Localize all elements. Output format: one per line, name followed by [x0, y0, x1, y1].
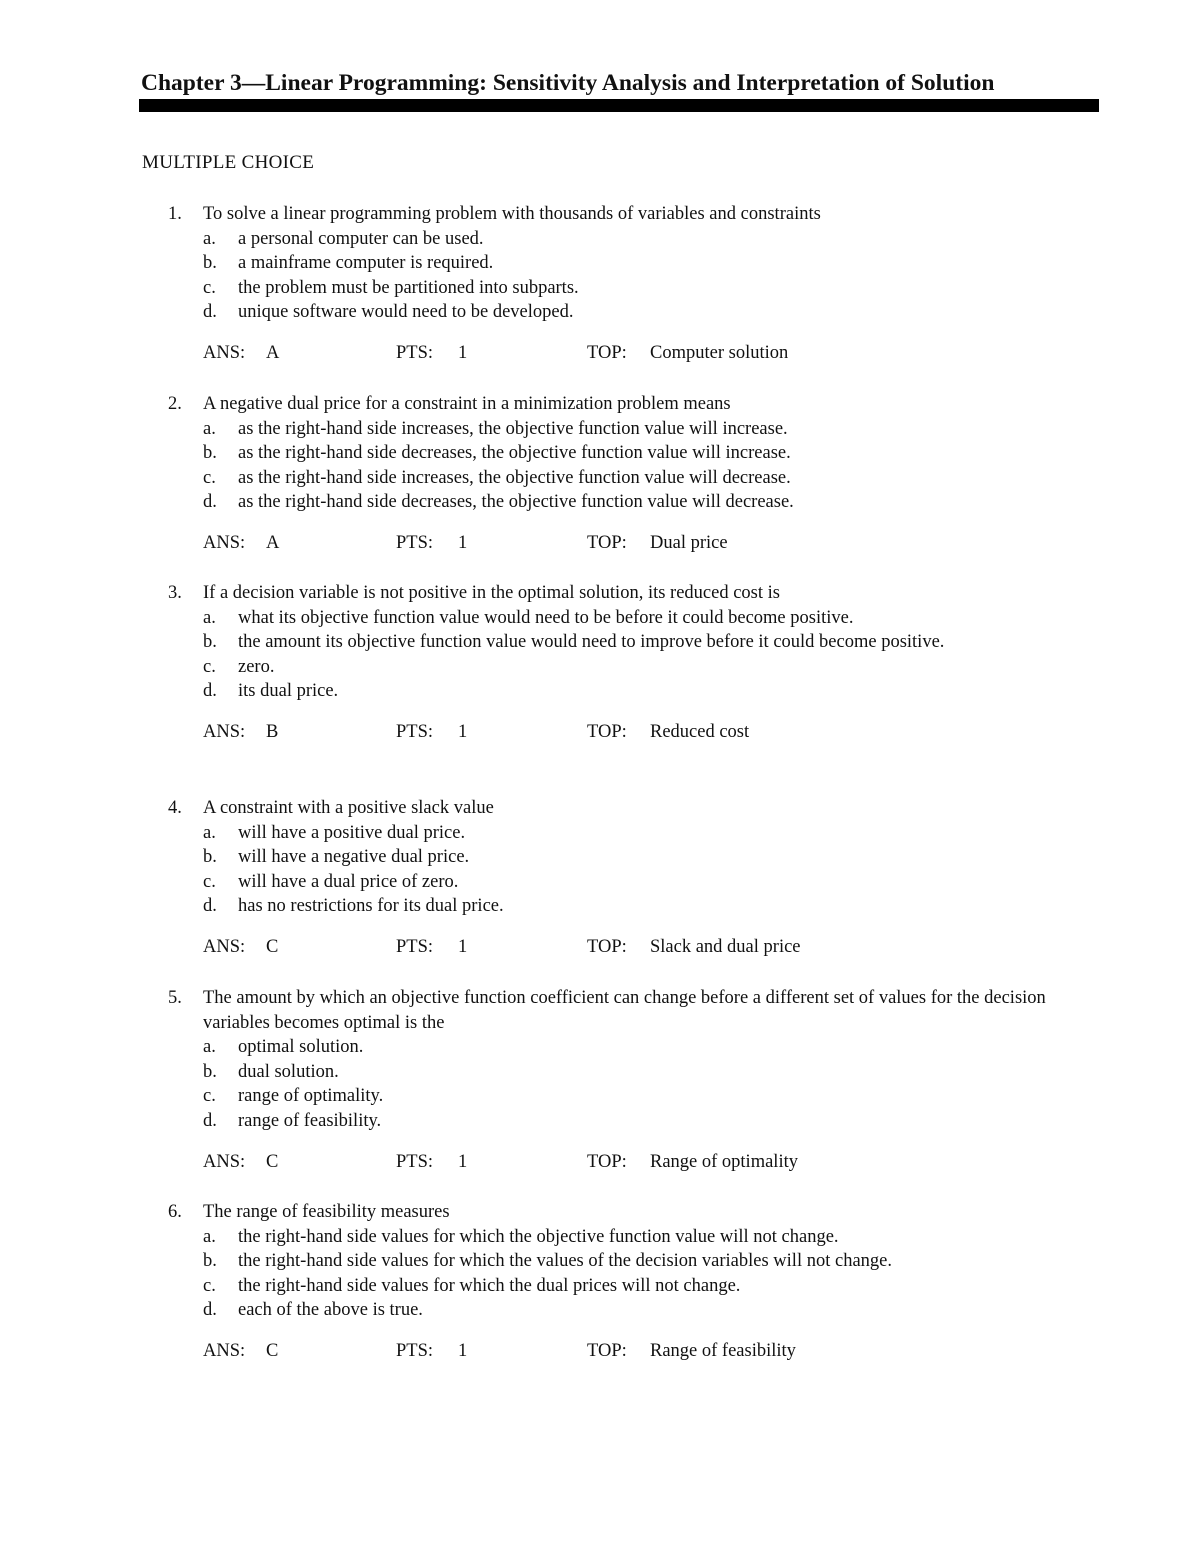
choice-letter: d. — [203, 1110, 217, 1131]
choice-text: each of the above is true. — [238, 1300, 423, 1321]
ans-label: ANS: — [203, 532, 246, 553]
answer-choice — [0, 606, 1200, 631]
choice-letter: c. — [203, 1275, 216, 1296]
section-heading: MULTIPLE CHOICE — [142, 152, 315, 173]
question-number: 6. — [168, 1202, 182, 1222]
answer-choice — [0, 466, 1200, 491]
choice-text: range of optimality. — [238, 1086, 384, 1107]
pts-value: 1 — [458, 1340, 468, 1361]
question-stem — [0, 1200, 1200, 1225]
question-stem — [0, 392, 1200, 417]
question-text: The amount by which an objective function coefficient can change before a different set of values for the decision variables becomes optimal is the — [203, 988, 1046, 1033]
pts-value: 1 — [458, 532, 468, 553]
choice-text: as the right-hand side decreases, the objective function value will decrease. — [238, 492, 794, 513]
choice-text: its dual price. — [238, 681, 339, 702]
choice-letter: d. — [203, 1300, 217, 1321]
choice-letter: d. — [203, 492, 217, 513]
top-label: TOP: — [587, 721, 627, 742]
answer-choice — [0, 655, 1200, 680]
choice-text: the amount its objective function value would need to improve before it could become positive. — [238, 632, 945, 653]
choice-letter: b. — [203, 632, 217, 653]
top-value: Reduced cost — [650, 721, 750, 742]
ans-value: C — [266, 936, 279, 957]
top-label: TOP: — [587, 532, 627, 553]
choice-letter: d. — [203, 896, 217, 917]
choice-text: the right-hand side values for which the values of the decision variables will not change. — [238, 1251, 892, 1272]
choice-text: has no restrictions for its dual price. — [238, 896, 504, 917]
ans-label: ANS: — [203, 721, 246, 742]
question — [0, 986, 1200, 1174]
ans-value: B — [266, 721, 279, 742]
answer-choice — [0, 1035, 1200, 1060]
question-stem — [0, 581, 1200, 606]
choice-text: unique software would need to be developed. — [238, 302, 574, 323]
answer-meta — [0, 531, 1200, 555]
answer-choice — [0, 417, 1200, 442]
answer-choice — [0, 679, 1200, 704]
top-label: TOP: — [587, 1151, 627, 1172]
question-number: 1. — [168, 204, 182, 224]
answer-choice — [0, 1298, 1200, 1323]
ans-value: A — [266, 342, 280, 363]
top-value: Range of optimality — [650, 1151, 798, 1172]
choice-text: as the right-hand side increases, the objective function value will increase. — [238, 418, 788, 439]
question — [0, 796, 1200, 959]
answer-choice — [0, 441, 1200, 466]
question — [0, 1200, 1200, 1363]
answer-choice — [0, 1225, 1200, 1250]
answer-choice — [0, 300, 1200, 325]
choice-letter: b. — [203, 1251, 217, 1272]
top-value: Slack and dual price — [650, 936, 801, 957]
choice-text: a mainframe computer is required. — [238, 253, 494, 274]
answer-meta — [0, 1339, 1200, 1363]
choice-letter: d. — [203, 681, 217, 702]
answer-choice — [0, 227, 1200, 252]
choice-letter: b. — [203, 847, 217, 868]
answer-choice — [0, 630, 1200, 655]
answer-choice — [0, 1084, 1200, 1109]
question-text: The range of feasibility measures — [203, 1202, 450, 1222]
question-stem — [0, 796, 1200, 821]
choice-letter: c. — [203, 656, 216, 677]
choice-letter: c. — [203, 871, 216, 892]
choice-letter: b. — [203, 1061, 217, 1082]
choice-text: what its objective function value would need to be before it could become positive. — [238, 607, 854, 628]
choice-letter: a. — [203, 1226, 216, 1247]
pts-value: 1 — [458, 721, 468, 742]
choice-letter: a. — [203, 418, 216, 439]
choice-text: the right-hand side values for which the objective function value will not change. — [238, 1226, 839, 1247]
question-text: A constraint with a positive slack value — [203, 798, 494, 818]
choice-letter: c. — [203, 467, 216, 488]
pts-value: 1 — [458, 342, 468, 363]
question-number: 2. — [168, 394, 182, 414]
pts-label: PTS: — [396, 936, 434, 957]
title-rule — [139, 99, 1099, 112]
ans-label: ANS: — [203, 1151, 246, 1172]
ans-value: C — [266, 1340, 279, 1361]
question-number: 5. — [168, 988, 182, 1008]
top-label: TOP: — [587, 342, 627, 363]
choice-letter: a. — [203, 1037, 216, 1058]
ans-label: ANS: — [203, 342, 246, 363]
pts-label: PTS: — [396, 721, 434, 742]
answer-choice — [0, 276, 1200, 301]
question-number: 4. — [168, 798, 182, 818]
pts-label: PTS: — [396, 1151, 434, 1172]
choice-text: as the right-hand side decreases, the objective function value will increase. — [238, 443, 791, 464]
ans-value: C — [266, 1151, 279, 1172]
choice-text: range of feasibility. — [238, 1110, 382, 1131]
question-text: To solve a linear programming problem with thousands of variables and constraints — [203, 204, 821, 224]
ans-label: ANS: — [203, 936, 246, 957]
top-value: Computer solution — [650, 342, 789, 363]
question — [0, 392, 1200, 555]
pts-value: 1 — [458, 1151, 468, 1172]
answer-choice — [0, 1249, 1200, 1274]
ans-value: A — [266, 532, 280, 553]
chapter-title: Chapter 3—Linear Programming: Sensitivity Analysis and Interpretation of Solution — [141, 70, 995, 96]
answer-choice — [0, 894, 1200, 919]
choice-text: will have a dual price of zero. — [238, 871, 459, 892]
choice-text: a personal computer can be used. — [238, 228, 484, 249]
pts-label: PTS: — [396, 1340, 434, 1361]
question-text: A negative dual price for a constraint in a minimization problem means — [203, 394, 731, 414]
choice-text: will have a negative dual price. — [238, 847, 470, 868]
answer-choice — [0, 1274, 1200, 1299]
top-value: Dual price — [650, 532, 728, 553]
choice-text: optimal solution. — [238, 1037, 364, 1058]
answer-choice — [0, 870, 1200, 895]
answer-choice — [0, 1109, 1200, 1134]
choice-letter: a. — [203, 607, 216, 628]
choice-letter: c. — [203, 277, 216, 298]
answer-meta — [0, 1150, 1200, 1174]
choice-letter: b. — [203, 253, 217, 274]
top-label: TOP: — [587, 936, 627, 957]
choice-text: the problem must be partitioned into subparts. — [238, 277, 579, 298]
pts-label: PTS: — [396, 532, 434, 553]
question — [0, 202, 1200, 365]
choice-text: as the right-hand side increases, the objective function value will decrease. — [238, 467, 791, 488]
ans-label: ANS: — [203, 1340, 246, 1361]
answer-choice — [0, 490, 1200, 515]
choice-letter: a. — [203, 822, 216, 843]
top-label: TOP: — [587, 1340, 627, 1361]
question-stem — [0, 986, 1200, 1035]
question — [0, 581, 1200, 744]
question-number: 3. — [168, 583, 182, 603]
choice-letter: d. — [203, 302, 217, 323]
answer-meta — [0, 720, 1200, 744]
question-text: If a decision variable is not positive in the optimal solution, its reduced cost is — [203, 583, 780, 603]
top-value: Range of feasibility — [650, 1340, 796, 1361]
answer-choice — [0, 251, 1200, 276]
answer-choice — [0, 1060, 1200, 1085]
choice-text: the right-hand side values for which the dual prices will not change. — [238, 1275, 741, 1296]
pts-label: PTS: — [396, 342, 434, 363]
answer-choice — [0, 845, 1200, 870]
answer-choice — [0, 821, 1200, 846]
question-stem — [0, 202, 1200, 227]
choice-letter: c. — [203, 1086, 216, 1107]
answer-meta — [0, 341, 1200, 365]
choice-letter: b. — [203, 443, 217, 464]
choice-text: will have a positive dual price. — [238, 822, 466, 843]
choice-text: dual solution. — [238, 1061, 339, 1082]
answer-meta — [0, 935, 1200, 959]
choice-text: zero. — [238, 656, 275, 677]
pts-value: 1 — [458, 936, 468, 957]
choice-letter: a. — [203, 228, 216, 249]
